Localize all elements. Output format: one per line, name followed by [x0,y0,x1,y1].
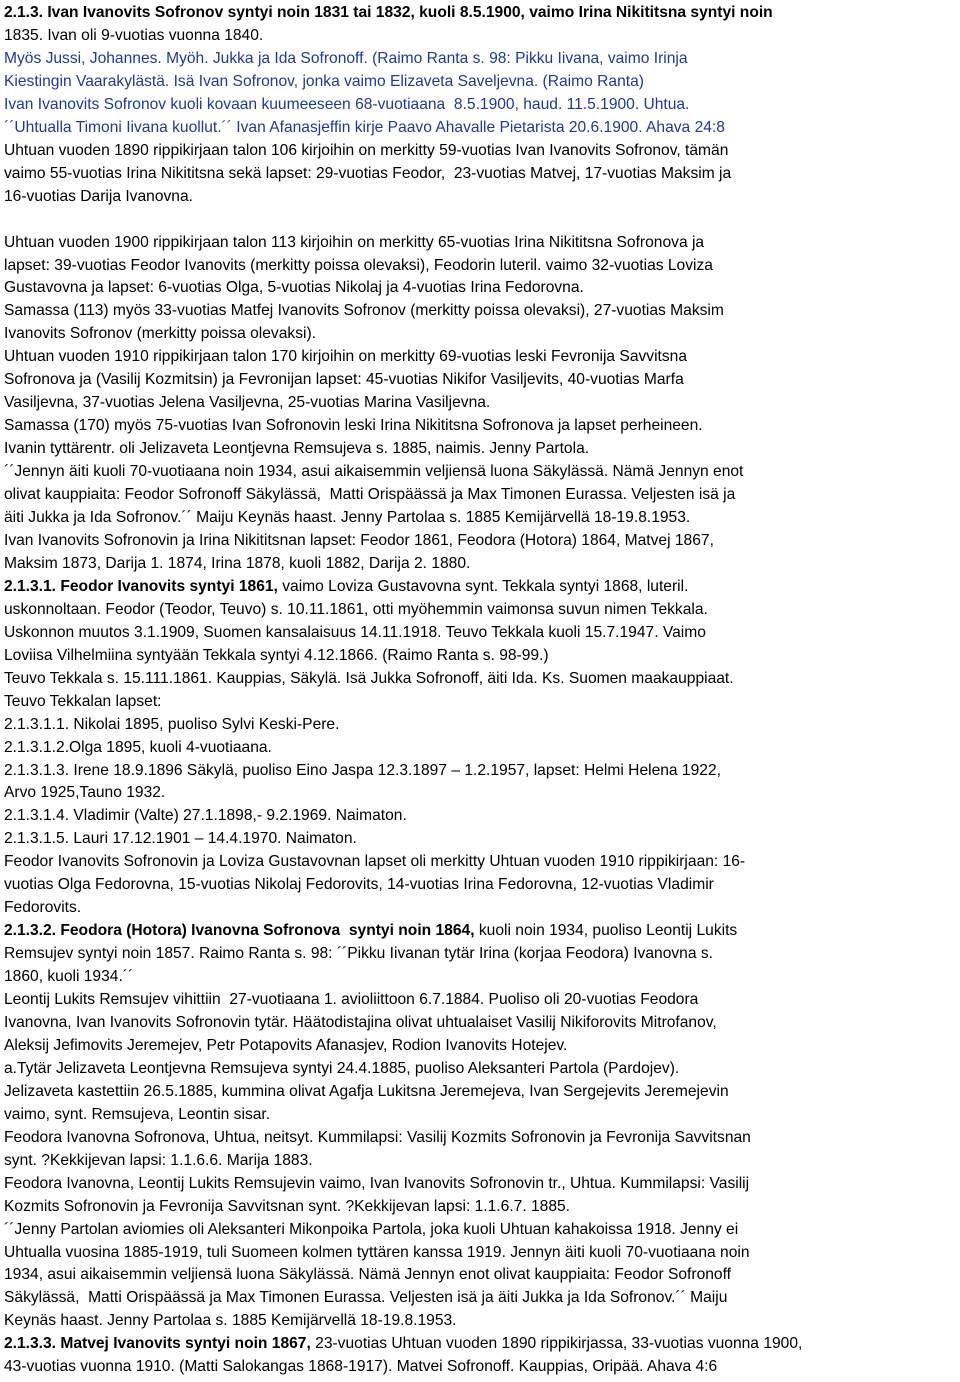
section-heading-rest: vaimo Loviza Gustavovna synt. Tekkala syntyi 1868, luteril. [277,577,689,595]
text-line: lapset: 39-vuotias Feodor Ivanovits (merkitty poissa olevaksi), Feodorin luteril. vaimo 32-vuotias Loviza [4,256,713,274]
text-line: 2.1.3.1.4. Vladimir (Valte) 27.1.1898,- 9.2.1969. Naimaton. [4,807,407,825]
text-line: Keynäs haast. Jenny Partolaa s. 1885 Kemijärvellä 18-19.8.1953. [4,1312,457,1330]
text-line: 43-vuotias vuonna 1910. (Matti Salokangas 1868-1917). Matvei Sofronoff. Kauppias, Oripää. Ahava 4:6 [4,1358,718,1376]
section-heading-rest: 23-vuotias Uhtuan vuoden 1890 rippikirjassa, 33-vuotias vuonna 1900, [310,1335,803,1353]
text-line: Loviisa Vilhelmiina syntyään Tekkala syntyi 4.12.1866. (Raimo Ranta s. 98-99.) [4,646,549,664]
text-line: äiti Jukka ja Ida Sofronov.´´ Maiju Keynäs haast. Jenny Partolaa s. 1885 Kemijärvellä 18-19.8.1953. [4,509,691,527]
text-line: 16-vuotias Darija Ivanovna. [4,187,193,205]
text-line: Vasiljevna, 37-vuotias Jelena Vasiljevna, 25-vuotias Marina Vasiljevna. [4,394,491,412]
text-line: Samassa (113) myös 33-vuotias Matfej Ivanovits Sofronov (merkitty poissa olevaksi), 27-vuotias Maksim [4,302,724,320]
text-line: Fedorovits. [4,899,82,917]
text-line: Säkylässä, Matti Orispäässä ja Max Timonen Eurassa. Veljesten isä ja äiti Jukka ja Ida Sofronov.´´ Maiju [4,1289,728,1307]
text-line: Feodora Ivanovna Sofronova, Uhtua, neitsyt. Kummilapsi: Vasilij Kozmits Sofronovin ja Fevronija Savvitsnan [4,1128,751,1146]
section-heading-line [4,920,956,943]
text-line: uskonnoltaan. Feodor (Teodor, Teuvo) s. 10.11.1861, otti myöhemmin vaimonsa suvun nimen Tekkala. [4,600,708,618]
text-line: ´´Uhtualla Timoni Iivana kuollut.´´ Ivan Afanasjeffin kirje Paavo Ahavalle Pietarista 20.6.1900. Ahava 24:8 [4,118,725,136]
paragraph-gap [4,209,956,232]
text-line: Maksim 1873, Darija 1. 1874, Irina 1878, kuoli 1882, Darija 2. 1880. [4,554,471,572]
text-line: vuotias Olga Fedorovna, 15-vuotias Nikolaj Fedorovits, 14-vuotias Irina Fedorovna, 12-vuotias Vladimir [4,876,714,894]
text-line: 1860, kuoli 1934.´´ [4,968,134,986]
text-line: Feodor Ivanovits Sofronovin ja Loviza Gustavovnan lapset oli merkitty Uhtuan vuoden 1910 rippikirjaan: 16- [4,853,746,871]
text-line: Kiestingin Vaarakylästä. Isä Ivan Sofronov, jonka vaimo Elizaveta Saveljevna. (Raimo Ranta) [4,72,644,90]
text-line: Uskonnon muutos 3.1.1909, Suomen kansalaisuus 14.11.1918. Teuvo Tekkala kuoli 15.7.1947. Vaimo [4,623,706,641]
text-line: ´´Jenny Partolan aviomies oli Aleksanteri Mikonpoika Partola, joka kuoli Uhtuan kahakoissa 1918. Jenny ei [4,1220,739,1238]
text-line: Myös Jussi, Johannes. Myöh. Jukka ja Ida Sofronoff. (Raimo Ranta s. 98: Pikku Iivana, vaimo Irinja [4,49,688,67]
text-line: 1934, asui aikaisemmin veljiensä luona Säkylässä. Nämä Jennyn enot olivat kauppiaita: Feodor Sofronoff [4,1266,731,1284]
text-line: Ivanovna, Ivan Ivanovits Sofronovin tytär. Häätodistajina olivat uhtualaiset Vasilij Nikiforovits Mitrofanov, [4,1013,717,1031]
text-line: Uhtuan vuoden 1890 rippikirjaan talon 106 kirjoihin on merkitty 59-vuotias Ivan Ivanovits Sofronov, tämän [4,141,729,159]
text-line: Aleksij Jefimovits Jeremejev, Petr Potapovits Afanasjev, Rodion Ivanovits Hotejev. [4,1036,568,1054]
text-line: 2.1.3.1.3. Irene 18.9.1896 Säkylä, puoliso Eino Jaspa 12.3.1897 – 1.2.1957, lapset: Helmi Helena 1922, [4,761,721,779]
text-line: Leontij Lukits Remsujev vihittiin 27-vuotiaana 1. avioliittoon 6.7.1884. Puoliso oli 20-vuotias Feodora [4,991,699,1009]
text-line: Ivan Ivanovits Sofronov kuoli kovaan kuumeeseen 68-vuotiaana 8.5.1900, haud. 11.5.1900. Uhtua. [4,95,690,113]
text-line: ´´Jennyn äiti kuoli 70-vuotiaana noin 1934, asui aikaisemmin veljiensä luona Säkylässä. Nämä Jennyn enot [4,463,744,481]
text-line: Sofronova ja (Vasilij Kozmitsin) ja Fevronijan lapset: 45-vuotias Nikifor Vasiljevits, 40-vuotias Marfa [4,371,684,389]
text-line: Teuvo Tekkalan lapset: [4,692,162,710]
text-line: vaimo, synt. Remsujeva, Leontin sisar. [4,1105,271,1123]
text-line: Teuvo Tekkala s. 15.111.1861. Kauppias, Säkylä. Isä Jukka Sofronoff, äiti Ida. Ks. Suomen maakauppiaat. [4,669,734,687]
text-line: Uhtuan vuoden 1900 rippikirjaan talon 113 kirjoihin on merkitty 65-vuotias Irina Nikititsna Sofronova ja [4,233,705,251]
text-line: a.Tytär Jelizaveta Leontjevna Remsujeva syntyi 24.4.1885, puoliso Aleksanteri Partola (Pardojev). [4,1059,680,1077]
section-heading: 2.1.3.1. Feodor Ivanovits syntyi 1861, [4,577,278,595]
text-line: Jelizaveta kastettiin 26.5.1885, kummina olivat Agafja Lukitsna Jeremejeva, Ivan Sergejevits Jeremejevin [4,1082,729,1100]
text-line: Feodora Ivanovna, Leontij Lukits Remsujevin vaimo, Ivan Ivanovits Sofronovin tr., Uhtua. Kummilapsi: Vasilij [4,1174,750,1192]
section-heading: 2.1.3.3. Matvej Ivanovits syntyi noin 1867, [4,1335,311,1353]
section-heading: 2.1.3.2. Feodora (Hotora) Ivanovna Sofronova syntyi noin 1864, [4,922,475,940]
text-line: Remsujev syntyi noin 1857. Raimo Ranta s. 98: ´´Pikku Iivanan tytär Irina (korjaa Feodora) Ivanovna s. [4,945,713,963]
text-line: 2.1.3.1.1. Nikolai 1895, puoliso Sylvi Keski-Pere. [4,715,340,733]
text-line: Uhtualla vuosina 1885-1919, tuli Suomeen kolmen tyttären kanssa 1919. Jennyn äiti kuoli 70-vuotiaana noin [4,1243,750,1261]
text-line: Uhtuan vuoden 1910 rippikirjaan talon 170 kirjoihin on merkitty 69-vuotias leski Fevronija Savvitsna [4,348,688,366]
section-heading-line [4,1333,956,1356]
text-line: 1835. Ivan oli 9-vuotias vuonna 1840. [4,26,264,44]
section-title-line: 2.1.3. Ivan Ivanovits Sofronov syntyi noin 1831 tai 1832, kuoli 8.5.1900, vaimo Irina Nikititsna syntyi noin [4,4,773,21]
text-line: Arvo 1925,Tauno 1932. [4,784,166,802]
text-line: olivat kauppiaita: Feodor Sofronoff Säkylässä, Matti Orispäässä ja Max Timonen Eurassa. Veljesten isä ja [4,486,736,504]
text-line: 2.1.3.1.5. Lauri 17.12.1901 – 14.4.1970. Naimaton. [4,830,357,848]
section-heading-line [4,576,956,599]
text-line: Ivan Ivanovits Sofronovin ja Irina Nikititsnan lapset: Feodor 1861, Feodora (Hotora) 1864, Matvej 1867, [4,531,714,549]
section-heading-rest: kuoli noin 1934, puoliso Leontij Lukits [474,922,738,940]
text-line: vaimo 55-vuotias Irina Nikititsna sekä lapset: 29-vuotias Feodor, 23-vuotias Matvej, 17-vuotias Maksim ja [4,164,732,182]
text-line: Kozmits Sofronovin ja Fevronija Savvitsnan synt. ?Kekkijevan lapsi: 1.1.6.7. 1885. [4,1197,571,1215]
text-line: Ivanin tyttärentr. oli Jelizaveta Leontjevna Remsujeva s. 1885, naimis. Jenny Partola. [4,440,590,458]
text-line: synt. ?Kekkijevan lapsi: 1.1.6.6. Marija 1883. [4,1151,313,1169]
text-line: 2.1.3.1.2.Olga 1895, kuoli 4-vuotiaana. [4,738,272,756]
text-line: Gustavovna ja lapset: 6-vuotias Olga, 5-vuotias Nikolaj ja 4-vuotias Irina Fedorovna. [4,279,584,297]
text-line: Ivanovits Sofronov (merkitty poissa olevaksi). [4,325,316,343]
text-line: Samassa (170) myös 75-vuotias Ivan Sofronovin leski Irina Nikititsna Sofronova ja lapset perheineen. [4,417,703,435]
